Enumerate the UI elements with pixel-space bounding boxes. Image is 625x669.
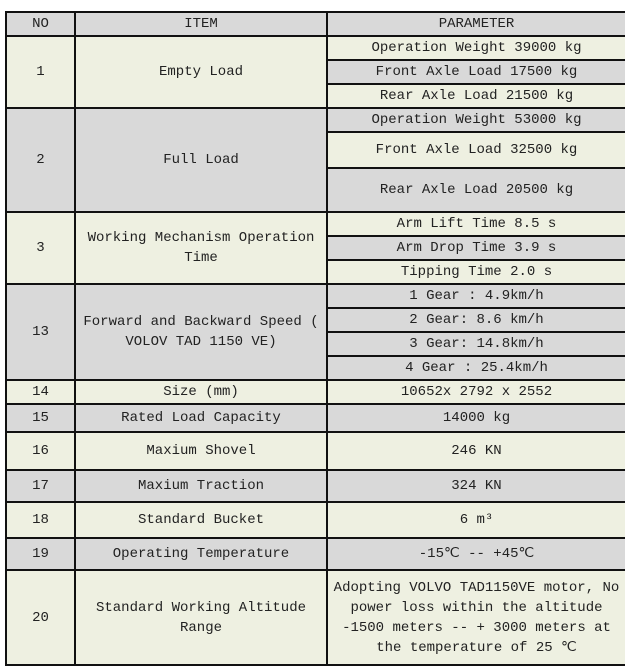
row-number: 2 — [6, 108, 75, 212]
row-item: Size (mm) — [75, 380, 327, 404]
table-row — [6, 570, 625, 665]
parameter-value: -15℃ -- +45℃ — [327, 538, 625, 570]
row-item: Standard Bucket — [75, 502, 327, 538]
table-row — [6, 108, 625, 132]
parameter-value: Arm Lift Time 8.5 s — [327, 212, 625, 236]
row-item: Standard Working Altitude Range — [75, 570, 327, 665]
table-row — [6, 212, 625, 236]
row-number: 16 — [6, 432, 75, 470]
row-item: Rated Load Capacity — [75, 404, 327, 432]
parameter-value: Operation Weight 39000 kg — [327, 36, 625, 60]
row-item: Forward and Backward Speed ( VOLOV TAD 1150 VE) — [75, 284, 327, 380]
parameter-value: Adopting VOLVO TAD1150VE motor, No power loss within the altitude -1500 meters -- + 3000 meters at the temperature of 25 ℃ — [327, 570, 625, 665]
parameter-value: 1 Gear : 4.9km/h — [327, 284, 625, 308]
table-row — [6, 284, 625, 308]
row-number: 19 — [6, 538, 75, 570]
row-number: 3 — [6, 212, 75, 284]
parameter-value: 6 m³ — [327, 502, 625, 538]
parameter-value: Rear Axle Load 20500 kg — [327, 168, 625, 212]
row-item: Working Mechanism Operation Time — [75, 212, 327, 284]
table-row — [6, 404, 625, 432]
parameter-value: 10652x 2792 x 2552 — [327, 380, 625, 404]
row-number: 20 — [6, 570, 75, 665]
table-row — [6, 36, 625, 60]
row-item: Full Load — [75, 108, 327, 212]
specification-table — [5, 11, 625, 666]
row-item: Empty Load — [75, 36, 327, 108]
parameter-value: Front Axle Load 32500 kg — [327, 132, 625, 168]
row-item: Maxium Shovel — [75, 432, 327, 470]
parameter-value: 246 KN — [327, 432, 625, 470]
row-number: 18 — [6, 502, 75, 538]
row-number: 1 — [6, 36, 75, 108]
parameter-value: 4 Gear : 25.4km/h — [327, 356, 625, 380]
parameter-value: Operation Weight 53000 kg — [327, 108, 625, 132]
row-item: Operating Temperature — [75, 538, 327, 570]
row-number: 13 — [6, 284, 75, 380]
parameter-value: Rear Axle Load 21500 kg — [327, 84, 625, 108]
header-parameter: PARAMETER — [327, 12, 625, 36]
table-row — [6, 538, 625, 570]
row-number: 14 — [6, 380, 75, 404]
parameter-value: 14000 kg — [327, 404, 625, 432]
header-row — [6, 12, 625, 36]
parameter-value: 324 KN — [327, 470, 625, 502]
header-item: ITEM — [75, 12, 327, 36]
table-row — [6, 502, 625, 538]
parameter-value: Arm Drop Time 3.9 s — [327, 236, 625, 260]
row-number: 17 — [6, 470, 75, 502]
header-no: NO — [6, 12, 75, 36]
row-item: Maxium Traction — [75, 470, 327, 502]
table-row — [6, 432, 625, 470]
table-row — [6, 470, 625, 502]
table-row — [6, 380, 625, 404]
parameter-value: Tipping Time 2.0 s — [327, 260, 625, 284]
row-number: 15 — [6, 404, 75, 432]
parameter-value: Front Axle Load 17500 kg — [327, 60, 625, 84]
parameter-value: 2 Gear: 8.6 km/h — [327, 308, 625, 332]
parameter-value: 3 Gear: 14.8km/h — [327, 332, 625, 356]
